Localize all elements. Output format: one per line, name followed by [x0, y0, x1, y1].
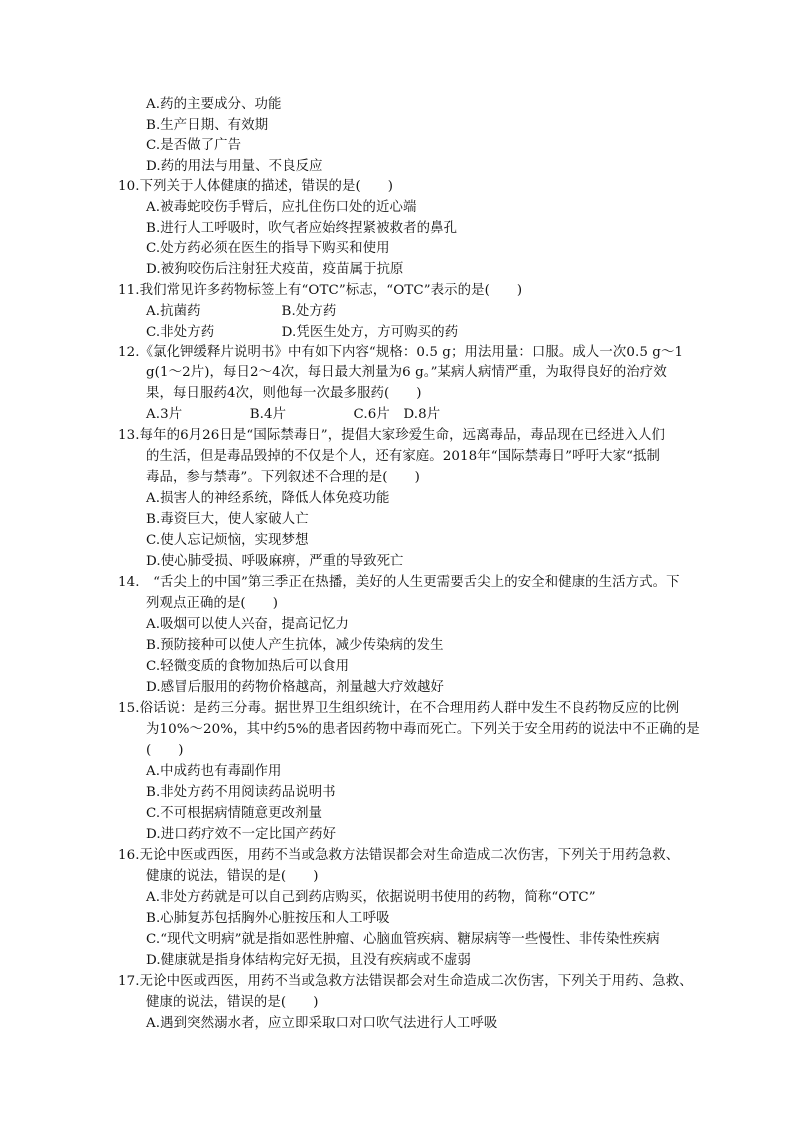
option-line: C.非处方药 D.凭医生处方，方可购买的药: [146, 325, 459, 340]
option-line: A.损害人的神经系统，降低人体免疫功能: [146, 491, 390, 506]
question-continuation: 果，每日服药4次，则他每一次最多服药( ): [146, 386, 422, 401]
question-line: 12.《氯化钾缓释片说明书》中有如下内容“规格：0.5 g；用法用量：口服。成人一次0.5 g～1: [118, 345, 684, 360]
question-line: 15.俗话说：是药三分毒。据世界卫生组织统计，在不合理用药人群中发生不良药物反应的比例: [118, 701, 680, 716]
option-line: D.使心肺受损、呼吸麻痹，严重的导致死亡: [146, 554, 404, 569]
option-line: B.心肺复苏包括胸外心脏按压和人工呼吸: [146, 911, 390, 926]
question-line: 13.每年的6月26日是“国际禁毒日”，提倡大家珍爱生命，远离毒品，毒品现在已经进入人们: [118, 428, 666, 443]
option-line: A.药的主要成分、功能: [146, 97, 282, 112]
question-line: 14. “舌尖上的中国”第三季正在热播，美好的人生更需要舌尖上的安全和健康的生活方式。下: [118, 575, 680, 590]
option-line: B.非处方药不用阅读药品说明书: [146, 785, 336, 800]
option-line: C.处方药必须在医生的指导下购买和使用: [146, 241, 390, 256]
option-line: D.药的用法与用量、不良反应: [146, 159, 323, 174]
option-line: C.使人忘记烦恼，实现梦想: [146, 533, 309, 548]
question-line: 10.下列关于人体健康的描述，错误的是( ): [118, 179, 394, 194]
option-line: A.吸烟可以使人兴奋，提高记忆力: [146, 617, 349, 632]
option-line: C.是否做了广告: [146, 138, 242, 153]
option-line: C.“现代文明病”就是指如恶性肿瘤、心脑血管疾病、糖尿病等一些慢性、非传染性疾病: [146, 932, 660, 947]
option-line: B.毒资巨大，使人家破人亡: [146, 512, 309, 527]
option-line: A.遇到突然溺水者，应立即采取口对口吹气法进行人工呼吸: [146, 1016, 498, 1031]
option-line: B.进行人工呼吸时，吹气者应始终捏紧被救者的鼻孔: [146, 221, 458, 236]
option-line: D.被狗咬伤后注射狂犬疫苗，疫苗属于抗原: [146, 262, 404, 277]
question-line: 17.无论中医或西医，用药不当或急救方法错误都会对生命造成二次伤害，下列关于用药、急救、: [118, 974, 693, 989]
question-continuation: 列观点正确的是( ): [146, 596, 279, 611]
option-line: A.抗菌药 B.处方药: [146, 304, 337, 319]
option-line: A.非处方药就是可以自己到药店购买，依据说明书使用的药物，简称“OTC”: [146, 890, 596, 905]
question-continuation: 健康的说法，错误的是( ): [146, 995, 319, 1010]
question-line: 11.我们常见许多药物标签上有“OTC”标志，“OTC”表示的是( ): [118, 283, 523, 298]
question-line: 16.无论中医或西医，用药不当或急救方法错误都会对生命造成二次伤害，下列关于用药急救、: [118, 848, 680, 863]
question-continuation: ( ): [146, 743, 184, 758]
question-continuation: 为10%～20%，其中约5%的患者因药物中毒而死亡。下列关于安全用药的说法中不正确的是: [146, 722, 700, 737]
question-continuation: 健康的说法，错误的是( ): [146, 869, 319, 884]
option-line: C.轻微变质的食物加热后可以食用: [146, 659, 350, 674]
option-line: D.感冒后服用的药物价格越高，剂量越大疗效越好: [146, 680, 445, 695]
question-continuation: 毒品，参与禁毒”。下列叙述不合理的是( ): [146, 470, 420, 485]
option-line: D.进口药疗效不一定比国产药好: [146, 827, 337, 842]
option-line: A.中成药也有毒副作用: [146, 764, 282, 779]
option-line: B.预防接种可以使人产生抗体，减少传染病的发生: [146, 638, 444, 653]
option-line: D.健康就是指身体结构完好无损，且没有疾病或不虚弱: [146, 953, 471, 968]
option-line: A.被毒蛇咬伤手臂后，应扎住伤口处的近心端: [146, 200, 417, 215]
option-line: A.3片 B.4片 C.6片 D.8片: [146, 407, 441, 422]
option-line: C.不可根据病情随意更改剂量: [146, 806, 323, 821]
option-line: B.生产日期、有效期: [146, 118, 269, 133]
question-continuation: 的生活，但是毒品毁掉的不仅是个人，还有家庭。2018年“国际禁毒日”呼吁大家“抵制: [146, 449, 660, 464]
question-continuation: g(1～2片)，每日2～4次，每日最大剂量为6 g。”某病人病情严重，为取得良好的治疗效: [146, 365, 667, 380]
